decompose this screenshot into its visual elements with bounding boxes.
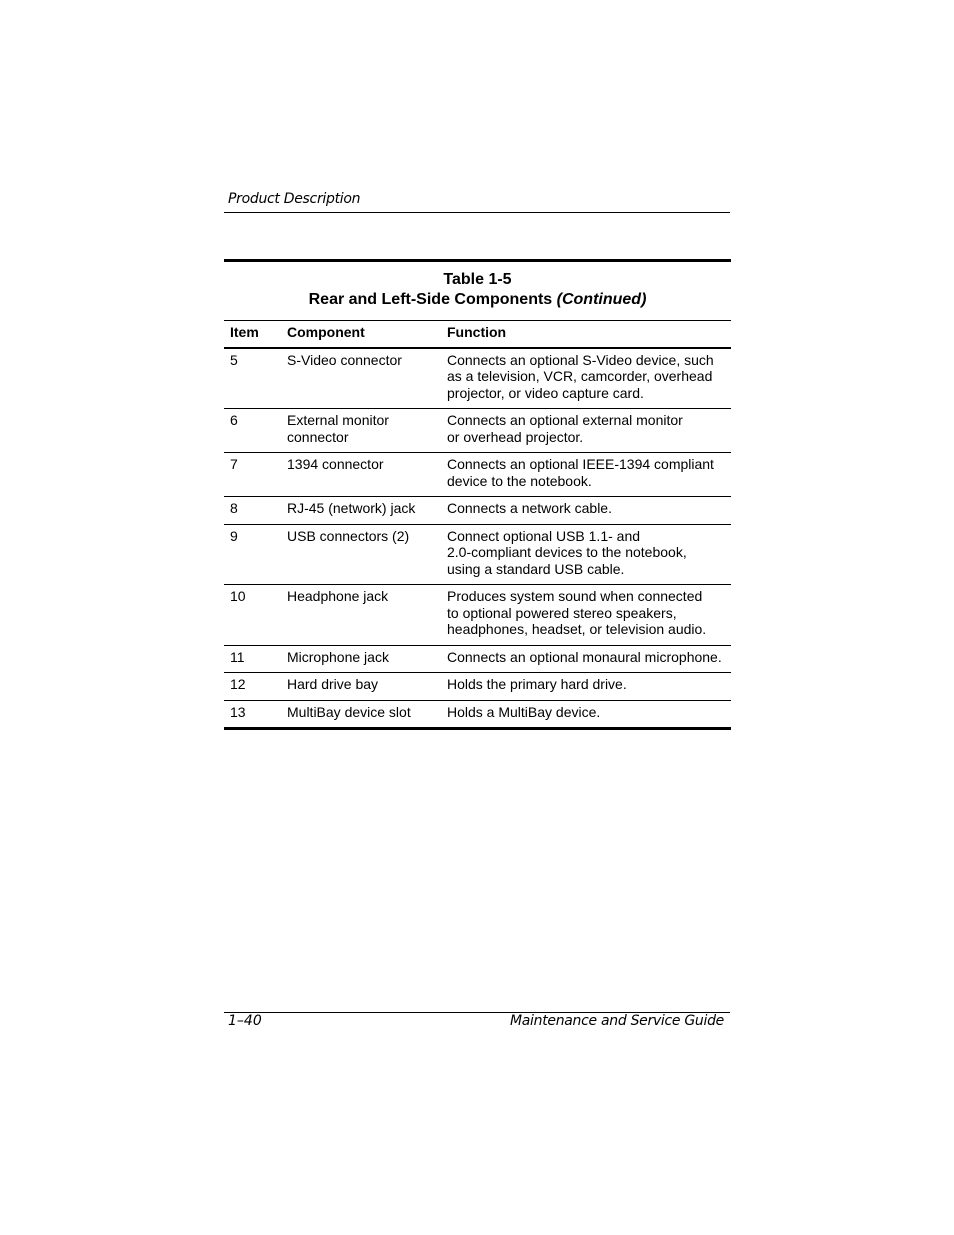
function-cell: Connects an optional monaural microphone. [447, 648, 722, 665]
table-row [224, 453, 731, 497]
item-cell: 9 [230, 527, 238, 544]
table-row [224, 645, 731, 673]
table-title-line [224, 290, 731, 310]
item-cell: 8 [230, 500, 238, 516]
component-cell: Headphone jack [287, 588, 389, 604]
item-cell: 10 [230, 588, 246, 604]
item-cell: 6 [230, 412, 238, 428]
header-rule [224, 212, 730, 213]
function-cell: Produces system sound when connected to optional powered stereo speakers, headphones, headset, or television audio. [447, 588, 707, 637]
function-cell: Connect optional USB 1.1- and 2.0-compliant devices to the notebook, using a standard USB cable. [447, 527, 687, 577]
table-title: Rear and Left-Side Components [308, 291, 553, 308]
component-cell: RJ-45 (network) jack [287, 500, 416, 516]
table-number: Table 1-5 [443, 271, 512, 288]
table-header-row [224, 321, 731, 348]
function-cell: Connects an optional S-Video device, such as a television, VCR, camcorder, overhead projector, or video capture card. [447, 351, 714, 401]
component-cell: MultiBay device slot [287, 703, 411, 720]
running-header: Product Description [228, 191, 361, 207]
table-row [224, 700, 731, 729]
item-cell: 12 [230, 676, 246, 692]
guide-title: Maintenance and Service Guide [509, 1013, 724, 1029]
table-row [224, 585, 731, 646]
components-table [224, 320, 731, 730]
table-row [224, 497, 731, 525]
component-cell: S-Video connector [287, 351, 402, 368]
component-cell: External monitor connector [287, 412, 389, 445]
table-row [224, 673, 731, 701]
item-cell: 13 [230, 703, 246, 720]
function-cell: Holds a MultiBay device. [447, 703, 601, 720]
function-cell: Connects an optional external monitor or overhead projector. [447, 412, 683, 445]
table-row [224, 524, 731, 585]
function-cell: Holds the primary hard drive. [447, 676, 627, 692]
column-header-function: Function [447, 324, 507, 340]
page-number: 1–40 [228, 1013, 262, 1029]
component-cell: Microphone jack [287, 648, 389, 665]
component-cell: USB connectors (2) [287, 527, 410, 544]
component-cell: 1394 connector [287, 456, 384, 472]
components-table-block [224, 259, 731, 730]
table-row [224, 348, 731, 409]
table-title-suffix: (Continued) [556, 291, 647, 308]
item-cell: 7 [230, 456, 238, 472]
function-cell: Connects an optional IEEE-1394 compliant device to the notebook. [447, 456, 714, 489]
column-header-component: Component [287, 324, 365, 340]
item-cell: 11 [230, 648, 245, 665]
component-cell: Hard drive bay [287, 676, 379, 692]
table-caption [224, 262, 731, 320]
function-cell: Connects a network cable. [447, 500, 612, 516]
item-cell: 5 [230, 351, 238, 368]
column-header-item: Item [230, 324, 259, 340]
table-row [224, 409, 731, 453]
